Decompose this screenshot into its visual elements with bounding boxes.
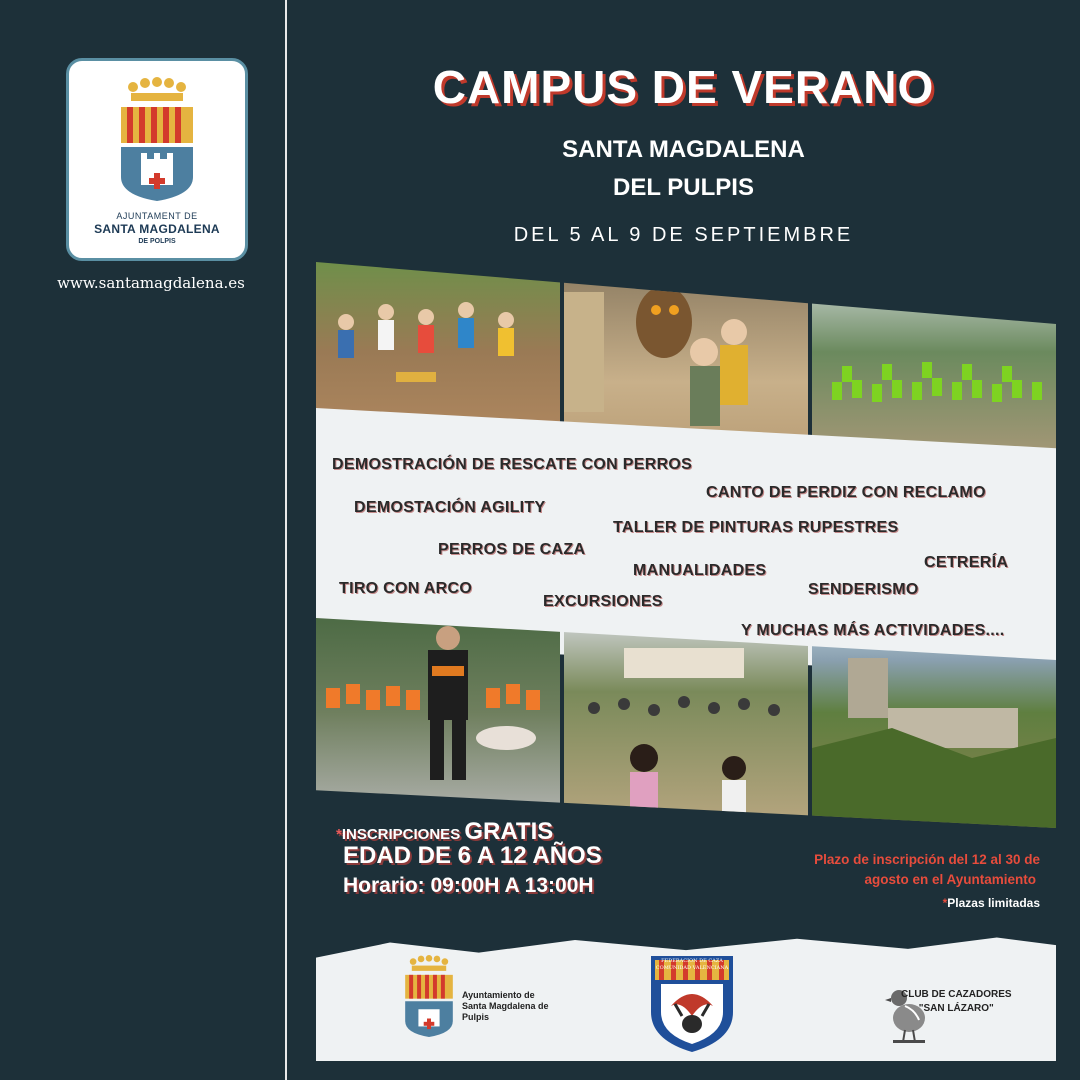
sidebar [0,0,285,1080]
ayuntamiento-sponsor-text [462,990,549,1023]
schedule: Horario: 09:00H A 13:00H [343,874,594,897]
club-line-1: CLUB DE CAZADORES [901,989,1012,1000]
coat-of-arms-icon [401,955,457,1041]
plazo-text-b: inscripción del 12 al 30 de [872,852,1040,867]
activity-item: Y MUCHAS MÁS ACTIVIDADES.... [741,622,1005,639]
limited-text: Plazas limitadas [947,896,1040,910]
activity-item: CANTO DE PERDIZ CON RECLAMO [706,484,986,501]
photo-rescue-dog [316,618,560,828]
club-text [901,988,1012,1016]
activity-item: PERROS DE CAZA [438,541,586,558]
ayto-line-1: Ayuntamiento de [462,990,535,1000]
plazas-limitadas [943,896,1040,910]
inscripciones-label: INSCRIPCIONES [341,826,461,843]
coat-of-arms-icon [117,77,197,207]
subtitle-line-2: DEL PULPIS [613,174,754,201]
website-link[interactable]: www.santamagdalena.es [57,274,245,292]
logo-line-1: AJUNTAMENT DE [116,211,198,221]
activity-item: DEMOSTACIÓN AGILITY [354,499,546,516]
photo-group-green [812,262,1056,462]
plazo-text-a: Plazo de [814,852,873,867]
plazo-text-d: en el Ayuntamiento [908,872,1036,887]
age-range: EDAD DE 6 A 12 AÑOS [343,842,602,869]
poster-title: CAMPUS DE VERANO [432,61,935,113]
plazo-text-c: agosto [864,872,909,887]
activity-item: TIRO CON ARCO [339,580,473,597]
activity-item: CETRERÍA [924,554,1009,571]
logo-line-2: SANTA MAGDALENA [94,222,220,236]
plazo-line-2 [864,872,1036,887]
activity-item: TALLER DE PINTURAS RUPESTRES [613,519,899,536]
ayto-line-3: Pulpis [462,1012,490,1022]
federation-line-2: COMUNIDAD VALENCIANA [655,965,729,971]
federation-text [655,958,729,972]
limited-asterisk: * [942,896,948,910]
activity-item: DEMOSTRACIÓN DE RESCATE CON PERROS [332,456,693,473]
activity-item: MANUALIDADES [633,562,767,579]
subtitle-line-1: SANTA MAGDALENA [562,136,805,163]
photo-kids-exercise [564,618,808,828]
activity-item: SENDERISMO [808,581,919,598]
club-line-2: "SAN LÁZARO" [918,1003,994,1014]
asterisk: * [336,826,342,843]
event-dates: DEL 5 AL 9 DE SEPTIEMBRE [513,224,854,246]
gratis-label: GRATIS [464,818,554,845]
ayuntamiento-logo [66,58,248,261]
poster-main [287,0,1080,1080]
plazo-line-1 [814,852,1040,867]
ayto-line-2: Santa Magdalena de [462,1001,549,1011]
federation-line-1: FEDERACION DE CAZA [661,958,723,964]
activity-item: EXCURSIONES [543,593,663,610]
logo-line-3: DE POLPIS [138,238,176,245]
